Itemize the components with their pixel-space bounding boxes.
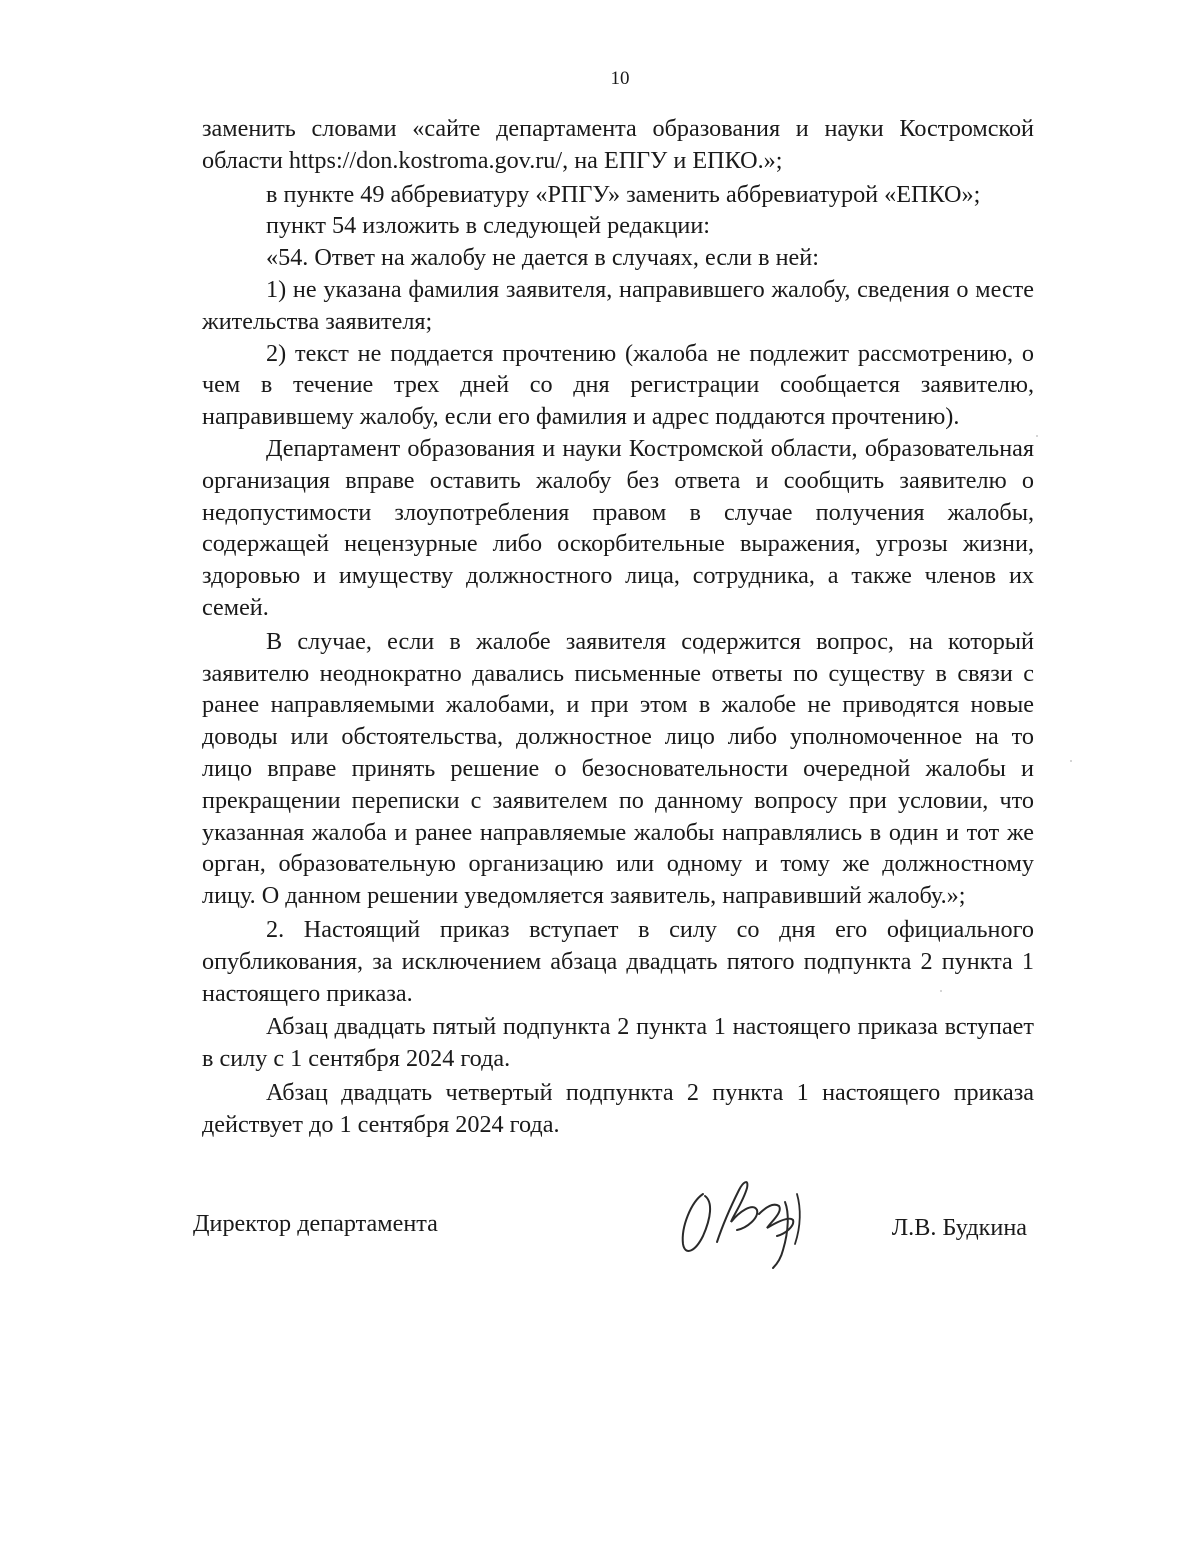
paragraph-10: Абзац двадцать пятый подпункта 2 пункта 1 настоящего приказа вступает в силу с 1 сентября 2024 года. — [202, 1013, 1034, 1073]
paragraph-8: В случае, если в жалобе заявителя содержится вопрос, на который заявителю неоднократно давались письменные ответы по существу в связи с ранее направляемыми жалобами, и при этом в жалобе не приводятся новые доводы или обстоятельства, должностное лицо либо уполномоченное на то лицо вправе принять решение о безосновательности очередной жалобы и прекращении переписки с заявителем по данному вопросу при условии, что указанная жалоба и ранее направляемые жалобы направлялись в один и тот же орган, образовательную организацию или одному и тому же должностному лицу. О данном решении уведомляется заявитель, направивший жалобу.»; — [202, 627, 1034, 910]
document-body — [202, 113, 1034, 1141]
paragraph-6: 2) текст не поддается прочтению (жалоба не подлежит рассмотрению, о чем в течение трех дней со дня регистрации сообщается заявителю, направившему жалобу, если его фамилия и адрес поддаются прочтению). — [202, 339, 1034, 431]
signature-block — [193, 1198, 1027, 1288]
paragraph-4: «54. Ответ на жалобу не дается в случаях, если в ней: — [266, 244, 819, 272]
paragraph-11: Абзац двадцать четвертый подпункта 2 пункта 1 настоящего приказа действует до 1 сентября 2024 года. — [202, 1078, 1034, 1138]
paragraph-5: 1) не указана фамилия заявителя, направившего жалобу, сведения о месте жительства заявителя; — [202, 275, 1034, 335]
scan-speck — [1070, 760, 1072, 762]
signatory-position: Директор департамента — [193, 1210, 438, 1237]
paragraph-7: Департамент образования и науки Костромской области, образовательная организация вправе оставить жалобу без ответа и сообщить заявителю о недопустимости злоупотребления правом в случае получения жалобы, содержащей нецензурные либо оскорбительные выражения, угрозы жизни, здоровью и имуществу должностного лица, сотрудника, а также членов их семей. — [202, 434, 1034, 621]
page-number: 10 — [610, 68, 630, 89]
signatory-name: Л.В. Будкина — [891, 1214, 1027, 1241]
paragraph-9: 2. Настоящий приказ вступает в силу со дня его официального опубликования, за исключением абзаца двадцать пятого подпункта 2 пункта 1 настоящего приказа. — [202, 915, 1034, 1007]
paragraph-2: в пункте 49 аббревиатуру «РПГУ» заменить аббревиатурой «ЕПКО»; — [266, 180, 981, 208]
scan-speck — [1036, 435, 1038, 437]
paragraph-1: заменить словами «сайте департамента образования и науки Костромской области https://don.kostroma.gov.ru/, на ЕПГУ и ЕПКО.»; — [202, 115, 1034, 174]
handwritten-signature — [673, 1172, 823, 1272]
scan-speck — [940, 990, 942, 992]
paragraph-3: пункт 54 изложить в следующей редакции: — [266, 212, 710, 240]
